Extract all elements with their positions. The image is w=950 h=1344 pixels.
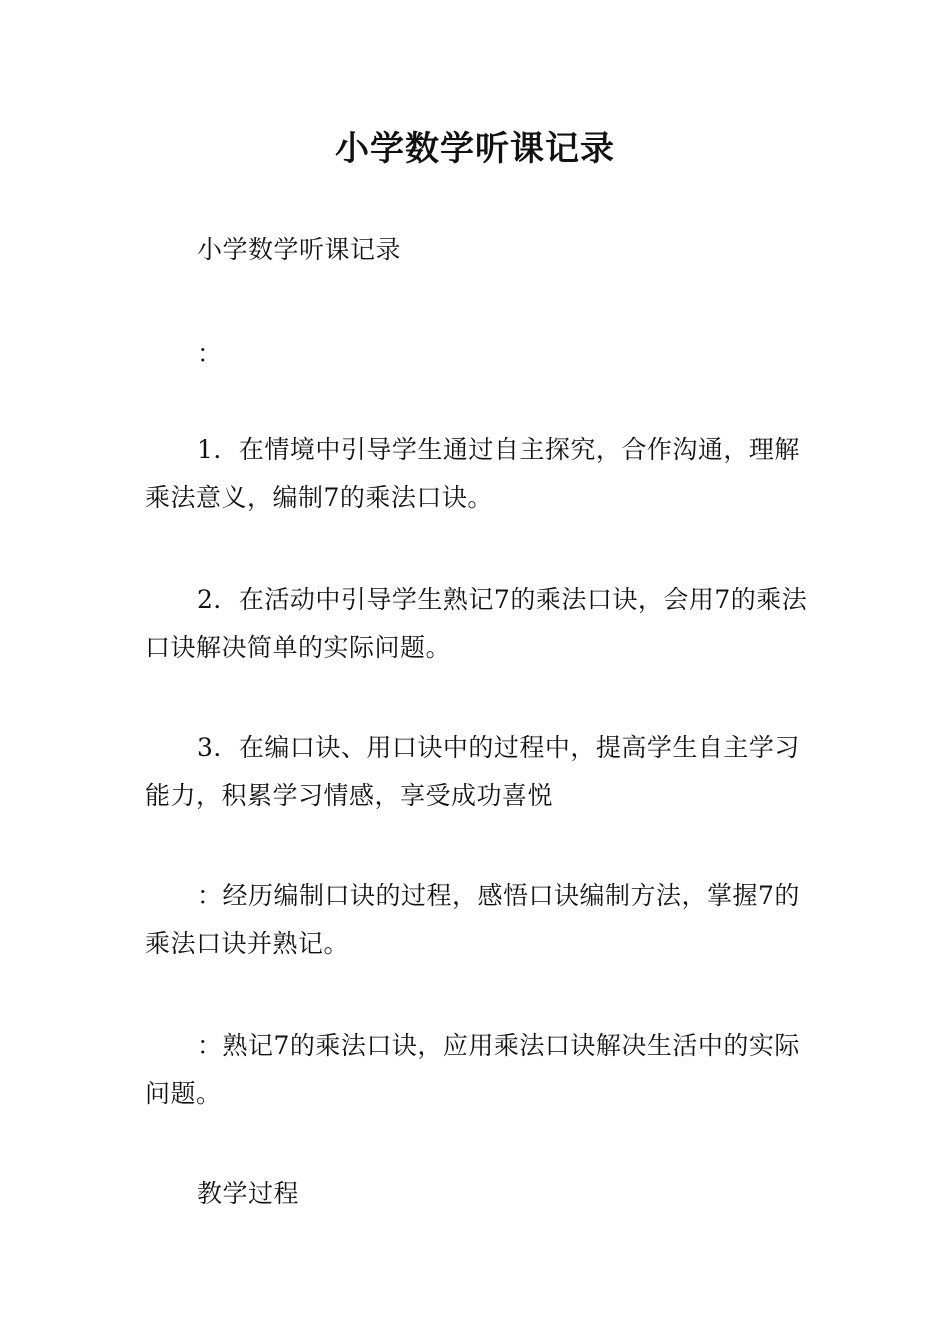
paragraph-goal-3: 3．在编口诀、用口诀中的过程中，提高学生自主学习能力，积累学习情感，享受成功喜悦 (145, 733, 800, 810)
paragraph-goal-1: 1．在情境中引导学生通过自主探究，合作沟通，理解乘法意义，编制7的乘法口诀。 (145, 435, 800, 512)
paragraph-difficulty: ：熟记7的乘法口诀，应用乘法口诀解决生活中的实际问题。 (145, 1031, 800, 1108)
paragraph-colon: ： (197, 339, 223, 368)
document-title: 小学数学听课记录 (335, 129, 615, 169)
paragraph-key-point: ：经历编制口诀的过程，感悟口诀编制方法，掌握7的乘法口诀并熟记。 (145, 881, 800, 958)
paragraph-teaching-process: 教学过程 (197, 1179, 300, 1208)
paragraph-goal-2: 2．在活动中引导学生熟记7的乘法口诀，会用7的乘法口诀解决简单的实际问题。 (145, 585, 808, 662)
paragraph-subtitle: 小学数学听课记录 (197, 235, 402, 264)
